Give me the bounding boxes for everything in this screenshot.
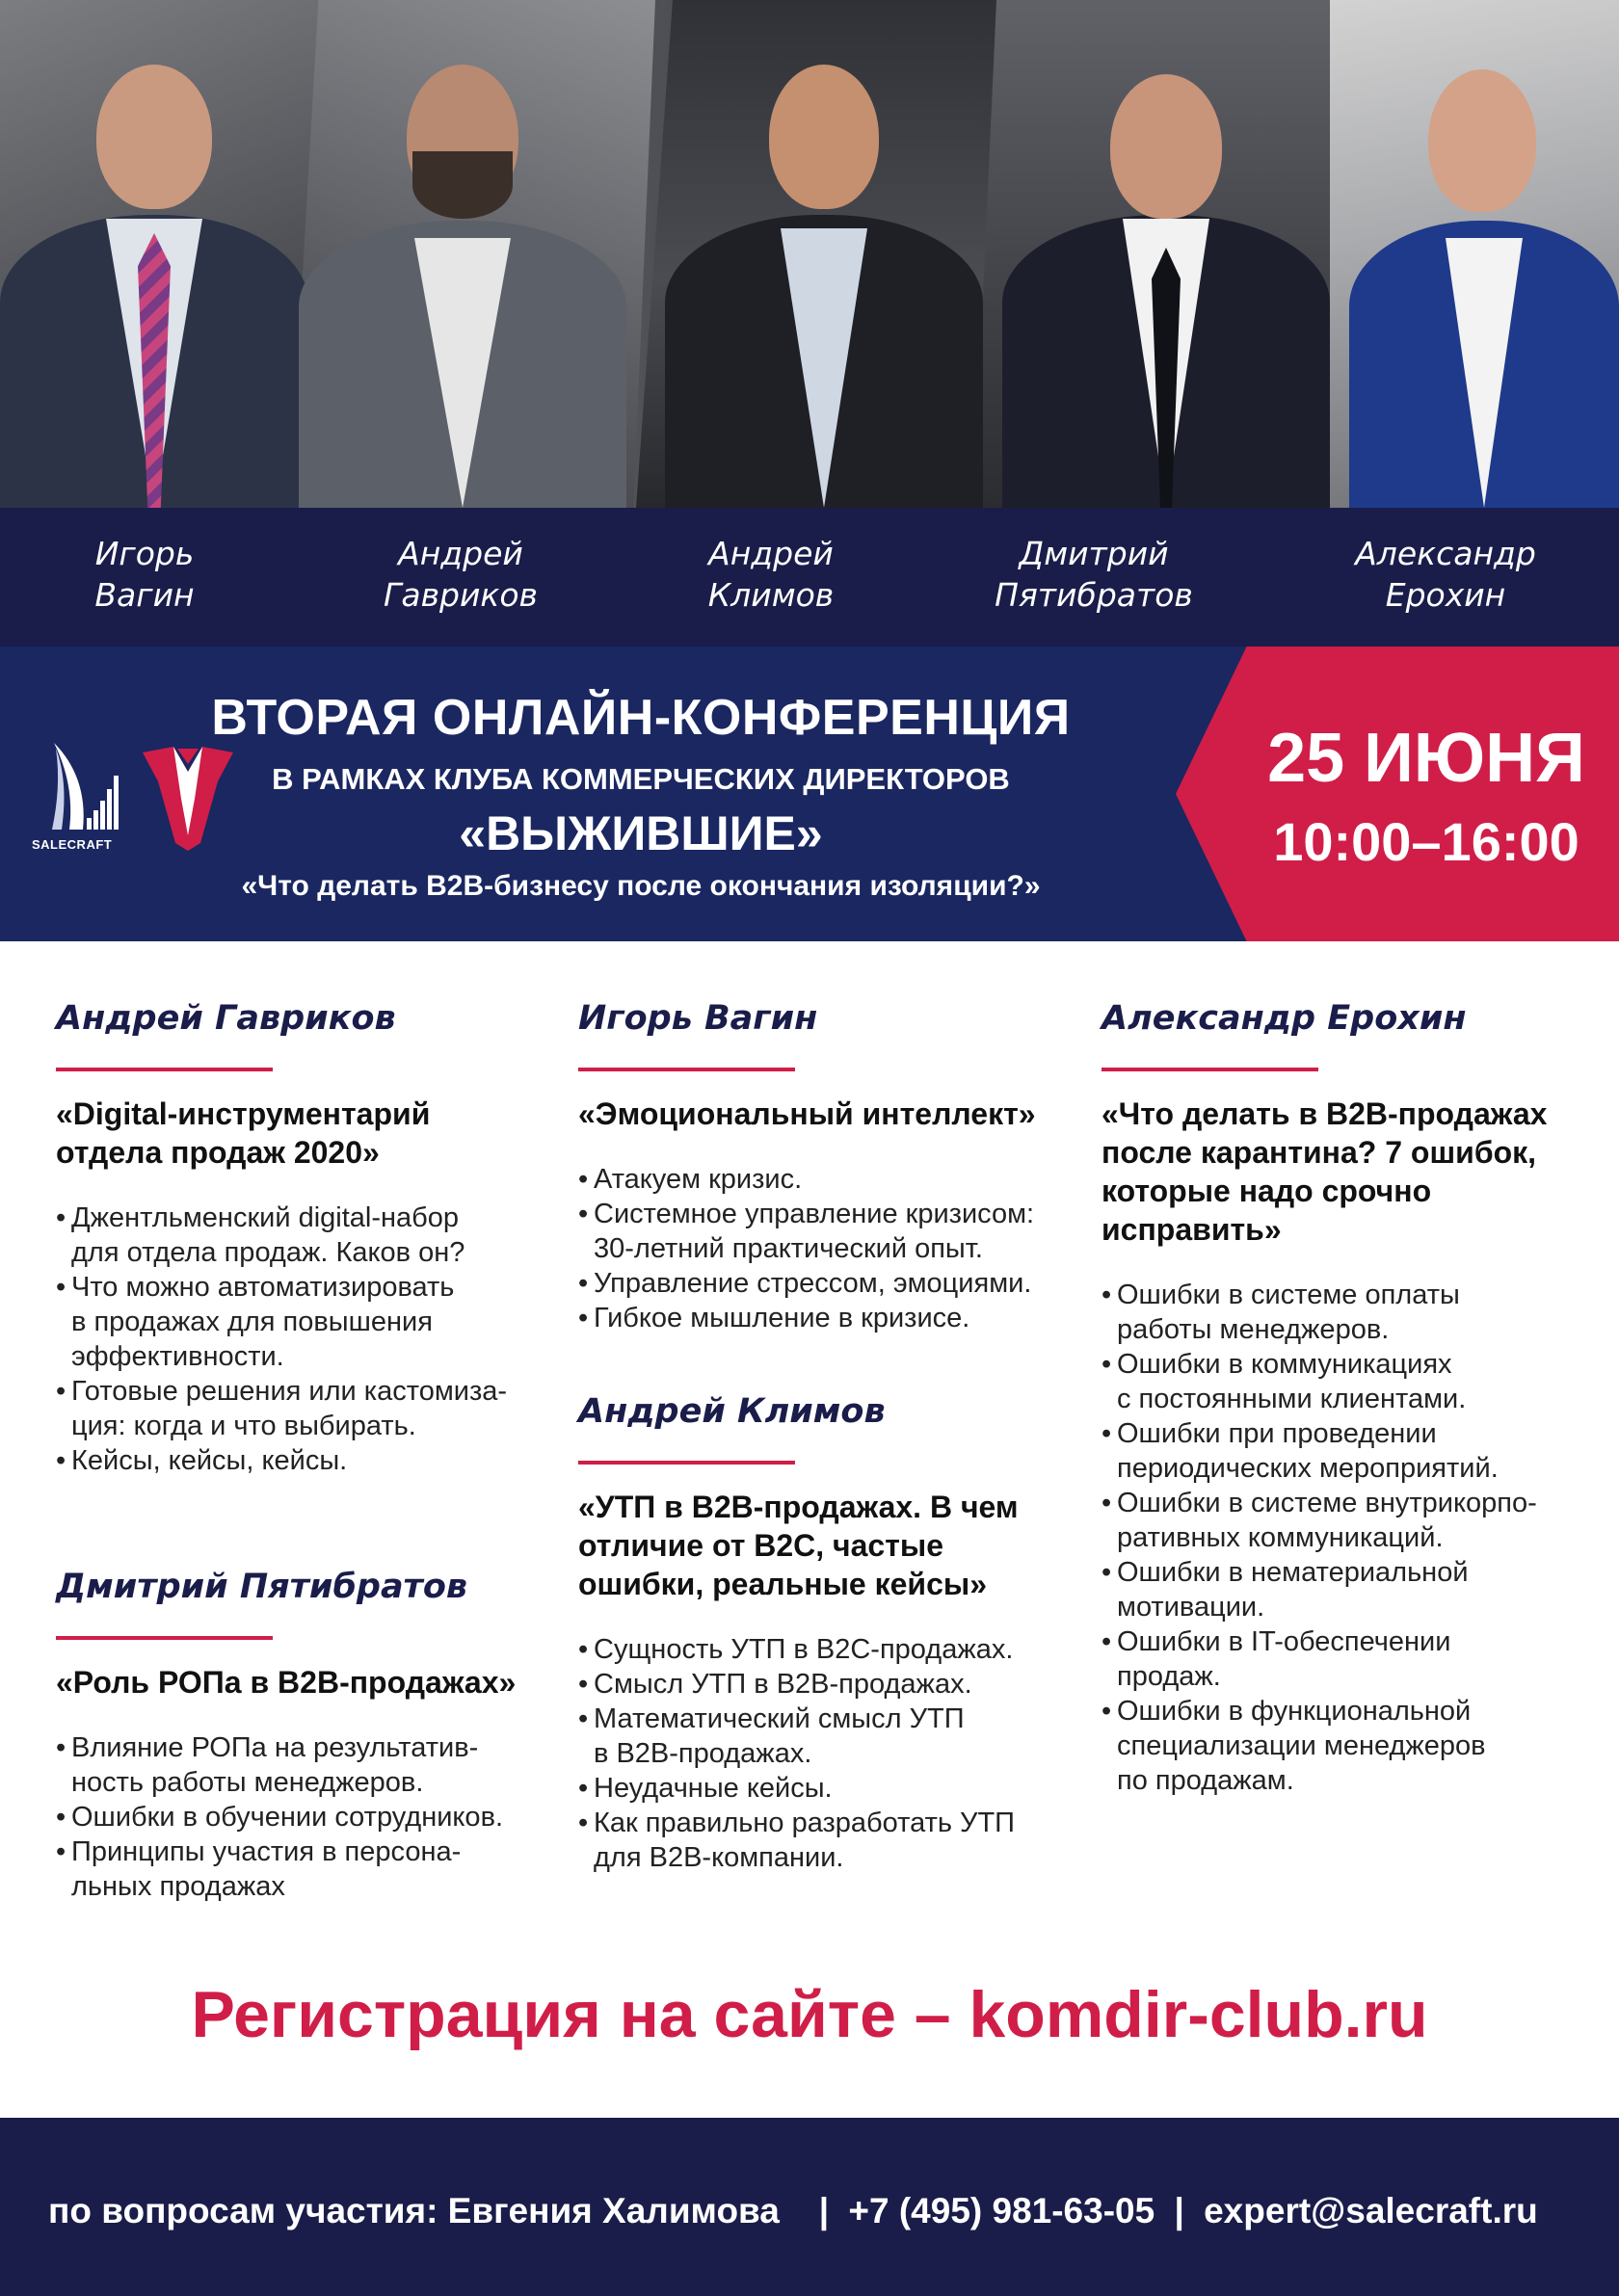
talk-title-line: «Digital-инструментарий: [56, 1096, 431, 1131]
speaker-caption-pyatibratov: [940, 533, 1248, 616]
speaker-first-name: Дмитрий: [1019, 535, 1169, 572]
bullet-line: ративных коммуникаций.: [1117, 1522, 1444, 1553]
speaker-caption-vagin: [0, 533, 289, 616]
heading-divider: [1101, 1068, 1318, 1071]
talk-bullets: [578, 1162, 1079, 1335]
heading-divider: [578, 1461, 795, 1465]
speaker-last-name: Вагин: [94, 576, 195, 614]
speaker-last-name: Климов: [707, 576, 835, 614]
bullet-item: [56, 1730, 557, 1800]
bullet-line: в продажах для повышения: [71, 1306, 433, 1337]
bullet-item: [578, 1632, 1079, 1667]
talk-title-line: «Эмоциональный интеллект»: [578, 1096, 1036, 1131]
bullet-item: [578, 1266, 1079, 1301]
bullet-line: • Ошибки в коммуникациях: [1117, 1349, 1452, 1380]
talk-title: [578, 1095, 1079, 1133]
bullet-item: [1101, 1486, 1603, 1555]
bullet-line: • Управление стрессом, эмоциями.: [594, 1268, 1032, 1299]
event-time: 10:00–16:00: [1273, 811, 1579, 872]
bullet-item: [578, 1162, 1079, 1197]
speaker-heading: Александр Ерохин: [1101, 999, 1467, 1038]
speaker-last-name: Пятибратов: [995, 576, 1193, 614]
bullet-line: • Готовые решения или кастомиза-: [71, 1376, 508, 1407]
bullet-line: • Ошибки в нематериальной: [1117, 1557, 1469, 1588]
bullet-line: • Джентльменский digital-набор: [71, 1202, 460, 1233]
speaker-first-name: Андрей: [398, 535, 523, 572]
bullet-line: • Влияние РОПа на результатив-: [71, 1732, 479, 1763]
bullet-item: [578, 1771, 1079, 1806]
bullet-item: [1101, 1416, 1603, 1486]
bullet-line: • Атакуем кризис.: [594, 1164, 803, 1195]
bullet-line: • Гибкое мышление в кризисе.: [594, 1303, 970, 1333]
bullet-line: продаж.: [1117, 1661, 1221, 1692]
conference-banner: [0, 647, 1619, 941]
talk-title-line: «Роль РОПа в B2B-продажах»: [56, 1665, 517, 1700]
bullet-item: [578, 1301, 1079, 1335]
bullet-item: [578, 1667, 1079, 1702]
speaker-first-name: Александр: [1355, 535, 1536, 572]
footer-contacts: [48, 2191, 1590, 2231]
speaker-heading: Андрей Гавриков: [56, 999, 396, 1038]
bullet-line: ность работы менеджеров.: [71, 1767, 424, 1798]
salecraft-logo-label: SALECRAFT: [32, 837, 113, 852]
heading-divider: [56, 1636, 273, 1640]
bullet-item: [1101, 1347, 1603, 1416]
speaker-photo-erokhin: [1349, 45, 1619, 508]
talk-bullets: [1101, 1278, 1603, 1798]
footer: [0, 2118, 1619, 2296]
speaker-caption-erokhin: [1301, 533, 1590, 616]
bullet-line: • Как правильно разработать УТП: [594, 1808, 1016, 1838]
speaker-caption-gavrikov: [316, 533, 605, 616]
speaker-photo-gavrikov: [299, 45, 626, 508]
talk-block-gavrikov: [56, 992, 557, 1478]
bullet-item: [578, 1197, 1079, 1266]
bullet-line: 30-летний практический опыт.: [594, 1233, 983, 1264]
footer-separator: |: [799, 2191, 830, 2230]
bullet-item: [56, 1201, 557, 1270]
speaker-photo-pyatibratov: [1002, 36, 1330, 508]
bullet-item: [1101, 1278, 1603, 1347]
speaker-heading: Дмитрий Пятибратов: [56, 1568, 468, 1606]
event-date: 25 ИЮНЯ: [1267, 720, 1585, 797]
bullet-line: эффективности.: [71, 1341, 284, 1372]
bullet-line: • Кейсы, кейсы, кейсы.: [71, 1445, 348, 1476]
talk-title-line: ошибки, реальные кейсы»: [578, 1567, 988, 1601]
talk-bullets: [578, 1632, 1079, 1875]
talk-title-line: которые надо срочно: [1101, 1174, 1432, 1208]
speaker-heading: Игорь Вагин: [578, 999, 818, 1038]
salecraft-logo-icon: [37, 735, 123, 851]
talk-bullets: [56, 1201, 557, 1478]
speaker-caption-klimov: [626, 533, 916, 616]
speaker-first-name: Андрей: [708, 535, 834, 572]
speakers-photo-band: [0, 0, 1619, 508]
bullet-line: • Смысл УТП в B2B-продажах.: [594, 1669, 972, 1700]
heading-divider: [578, 1068, 795, 1071]
contact-person: по вопросам участия: Евгения Халимова: [48, 2191, 780, 2230]
bullet-line: • Математический смысл УТП: [594, 1703, 965, 1734]
bullet-line: работы менеджеров.: [1117, 1314, 1390, 1345]
bullet-item: [56, 1374, 557, 1443]
bullet-line: по продажам.: [1117, 1765, 1294, 1796]
bullet-item: [578, 1702, 1079, 1771]
bullet-item: [1101, 1694, 1603, 1798]
heading-divider: [56, 1068, 273, 1071]
talk-title: [1101, 1095, 1603, 1249]
bullet-line: ция: когда и что выбирать.: [71, 1411, 416, 1441]
talk-title: [578, 1488, 1079, 1603]
speaker-heading: Андрей Климов: [578, 1392, 886, 1431]
bullet-line: мотивации.: [1117, 1592, 1265, 1623]
bullet-item: [56, 1443, 557, 1478]
bullet-item: [578, 1806, 1079, 1875]
bullet-line: • Неудачные кейсы.: [594, 1773, 833, 1804]
talk-bullets: [56, 1730, 557, 1904]
talk-block-klimov: [578, 1386, 1079, 1875]
contact-email[interactable]: expert@salecraft.ru: [1204, 2191, 1538, 2230]
bullet-line: • Ошибки в обучении сотрудников.: [71, 1802, 504, 1833]
bullet-line: • Ошибки в IT-обеспечении: [1117, 1626, 1451, 1657]
bullet-item: [1101, 1555, 1603, 1624]
speaker-photo-vagin: [0, 36, 308, 508]
speaker-last-name: Ерохин: [1385, 576, 1506, 614]
bullet-line: для отдела продаж. Каков он?: [71, 1237, 465, 1268]
bullet-line: периодических мероприятий.: [1117, 1453, 1499, 1484]
talk-block-erokhin: [1101, 992, 1603, 1798]
talk-block-vagin: [578, 992, 1079, 1335]
bullet-line: специализации менеджеров: [1117, 1730, 1486, 1761]
talk-title: [56, 1663, 557, 1702]
club-name: «ВЫЖИВШИЕ»: [459, 806, 823, 860]
contact-phone[interactable]: +7 (495) 981-63-05: [848, 2191, 1155, 2230]
bullet-line: • Ошибки при проведении: [1117, 1418, 1437, 1449]
speaker-photo-klimov: [665, 36, 983, 508]
talk-title-line: отличие от B2C, частые: [578, 1528, 944, 1563]
bullet-line: льных продажах: [71, 1871, 285, 1902]
speaker-names-bar: [0, 508, 1619, 647]
bullet-item: [56, 1834, 557, 1904]
bullet-line: с постоянными клиентами.: [1117, 1384, 1467, 1414]
talk-block-pyatibratov: [56, 1561, 557, 1904]
bullet-item: [1101, 1624, 1603, 1694]
bullet-line: в B2B-продажах.: [594, 1738, 812, 1769]
talk-title: [56, 1095, 557, 1172]
bullet-line: • Принципы участия в персона-: [71, 1836, 462, 1867]
bullet-line: • Ошибки в системе внутрикорпо-: [1117, 1488, 1537, 1518]
conference-subtitle: В РАМКАХ КЛУБА КОММЕРЧЕСКИХ ДИРЕКТОРОВ: [272, 762, 1010, 796]
bullet-line: • Сущность УТП в B2C-продажах.: [594, 1634, 1014, 1665]
bullet-line: • Ошибки в функциональной: [1117, 1696, 1472, 1727]
talk-title-line: отдела продаж 2020»: [56, 1135, 380, 1170]
conference-title: ВТОРАЯ ОНЛАЙН-КОНФЕРЕНЦИЯ: [211, 690, 1071, 746]
conference-question: «Что делать B2B-бизнесу после окончания изоляции?»: [241, 870, 1041, 902]
talk-title-line: «УТП в B2B-продажах. В чем: [578, 1490, 1019, 1524]
speaker-first-name: Игорь: [94, 535, 195, 572]
bullet-line: • Ошибки в системе оплаты: [1117, 1280, 1460, 1310]
speaker-last-name: Гавриков: [383, 576, 539, 614]
bullet-item: [56, 1270, 557, 1374]
bullet-line: • Что можно автоматизировать: [71, 1272, 455, 1303]
talk-title-line: после карантина? 7 ошибок,: [1101, 1135, 1537, 1170]
talk-title-line: исправить»: [1101, 1212, 1282, 1247]
bullet-item: [56, 1800, 557, 1834]
bullet-line: • Системное управление кризисом:: [594, 1199, 1035, 1229]
bullet-line: для B2B-компании.: [594, 1842, 844, 1873]
footer-separator: |: [1174, 2191, 1184, 2230]
talk-title-line: «Что делать в B2B-продажах: [1101, 1096, 1548, 1131]
registration-link[interactable]: Регистрация на сайте – komdir-club.ru: [191, 1978, 1428, 2051]
